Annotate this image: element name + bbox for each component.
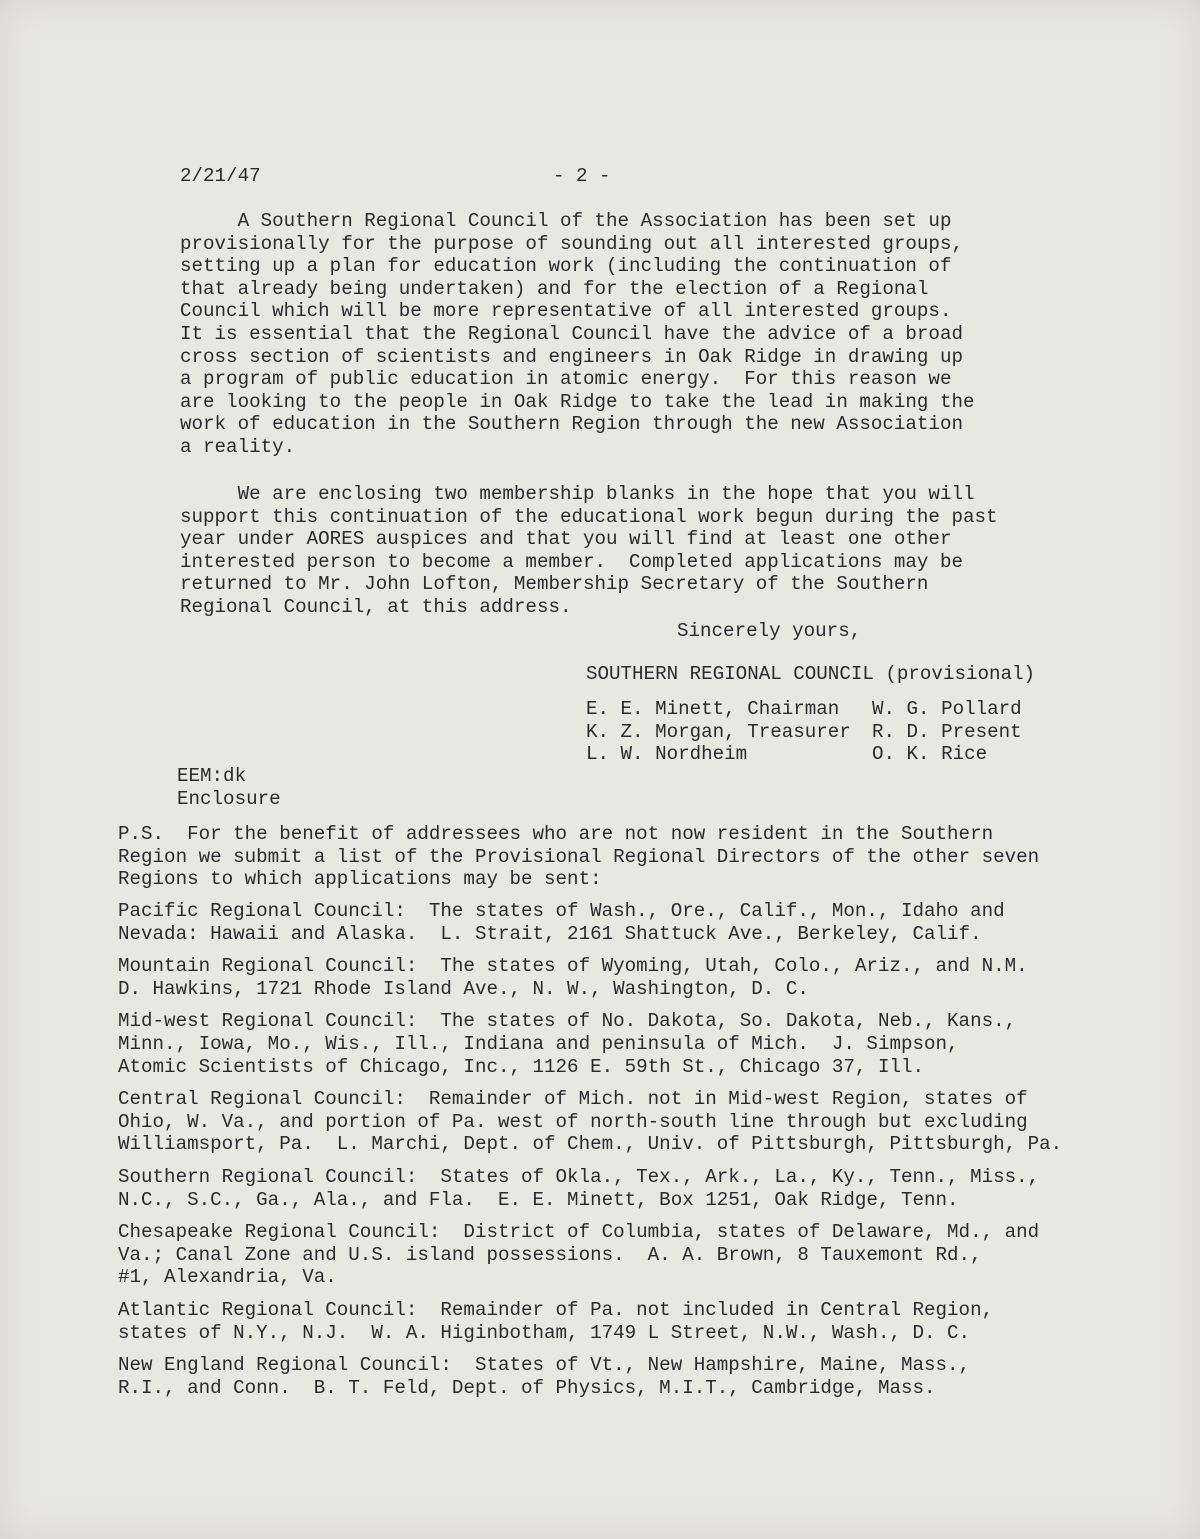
text-line: D. Hawkins, 1721 Rhode Island Ave., N. W., Washington, D. C. [118, 977, 809, 1000]
region-southern [118, 1166, 1062, 1211]
text-line: are looking to the people in Oak Ridge to take the lead in making the [180, 390, 975, 413]
text-line: a reality. [180, 435, 296, 458]
text-line: that already being undertaken) and for the election of a Regional [180, 277, 929, 300]
signatories-right [872, 698, 1022, 766]
text-line: #1, Alexandria, Va. [118, 1266, 337, 1289]
text-line: Mountain Regional Council: The states of Wyoming, Utah, Colo., Ariz., and N.M. [118, 955, 1028, 978]
postscript [118, 823, 1039, 891]
closing: Sincerely yours, [677, 620, 862, 642]
text-line: Atlantic Regional Council: Remainder of Pa. not included in Central Region, [118, 1298, 994, 1321]
text-line: provisionally for the purpose of sounding out all interested groups, [180, 232, 963, 255]
text-line: Ohio, W. Va., and portion of Pa. west of north-south line through but excluding [118, 1110, 1028, 1133]
text-line: setting up a plan for education work (including the continuation of [180, 255, 952, 278]
text-line: Region we submit a list of the Provisional Regional Directors of the other seven [118, 845, 1040, 868]
text-line: returned to Mr. John Lofton, Membership Secretary of the Southern [180, 573, 929, 596]
text-line: New England Regional Council: States of Vt., New Hampshire, Maine, Mass., [118, 1354, 971, 1377]
text-line: Nevada: Hawaii and Alaska. L. Strait, 2161 Shattuck Ave., Berkeley, Calif. [118, 922, 982, 945]
signatory: K. Z. Morgan, Treasurer [586, 720, 851, 743]
text-line: Regions to which applications may be sent: [118, 868, 602, 891]
regional-councils-list [118, 900, 1062, 1409]
text-line: interested person to become a member. Completed applications may be [180, 550, 963, 573]
body-paragraph-1 [180, 210, 975, 459]
signatories-left [586, 698, 851, 766]
region-new-england [118, 1354, 1062, 1399]
text-line: Pacific Regional Council: The states of Wash., Ore., Calif., Mon., Idaho and [118, 900, 1005, 922]
text-line: We are enclosing two membership blanks in the hope that you will [180, 483, 975, 505]
text-line: Mid-west Regional Council: The states of No. Dakota, So. Dakota, Neb., Kans., [118, 1010, 1017, 1033]
enclosure-note: Enclosure [177, 787, 281, 810]
page-number: - 2 - [553, 165, 611, 187]
text-line: Minn., Iowa, Mo., Wis., Ill., Indiana and peninsula of Mich. J. Simpson, [118, 1032, 959, 1055]
text-line: Chesapeake Regional Council: District of Columbia, states of Delaware, Md., and [118, 1221, 1040, 1244]
region-mid-west [118, 1010, 1062, 1078]
signatory: R. D. Present [872, 720, 1022, 743]
text-line: Central Regional Council: Remainder of Mich. not in Mid-west Region, states of [118, 1088, 1028, 1111]
text-line: N.C., S.C., Ga., Ala., and Fla. E. E. Minett, Box 1251, Oak Ridge, Tenn. [118, 1188, 959, 1211]
text-line: support this continuation of the educational work begun during the past [180, 505, 998, 528]
typist-initials: EEM:dk [177, 765, 247, 787]
region-central [118, 1088, 1062, 1156]
letter-date: 2/21/47 [180, 165, 261, 187]
text-line: A Southern Regional Council of the Association has been set up [180, 210, 952, 232]
region-atlantic [118, 1299, 1062, 1344]
text-line: P.S. For the benefit of addressees who are not now resident in the Southern [118, 823, 994, 845]
text-line: states of N.Y., N.J. W. A. Higinbotham, 1749 L Street, N.W., Wash., D. C. [118, 1321, 971, 1344]
text-line: year under AORES auspices and that you will find at least one other [180, 528, 952, 551]
body-paragraph-2 [180, 483, 998, 619]
signatory: O. K. Rice [872, 743, 988, 766]
text-line: R.I., and Conn. B. T. Feld, Dept. of Physics, M.I.T., Cambridge, Mass. [118, 1376, 936, 1399]
signatory: E. E. Minett, Chairman [586, 698, 840, 720]
text-line: It is essential that the Regional Council have the advice of a broad [180, 322, 963, 345]
council-name: SOUTHERN REGIONAL COUNCIL (provisional) [586, 663, 1036, 685]
text-line: Southern Regional Council: States of Okla., Tex., Ark., La., Ky., Tenn., Miss., [118, 1165, 1040, 1188]
region-chesapeake [118, 1221, 1062, 1289]
text-line: a program of public education in atomic energy. For this reason we [180, 368, 952, 391]
region-mountain [118, 955, 1062, 1000]
region-pacific [118, 900, 1062, 945]
text-line: Williamsport, Pa. L. Marchi, Dept. of Chem., Univ. of Pittsburgh, Pittsburgh, Pa. [118, 1133, 1063, 1156]
text-line: cross section of scientists and engineers in Oak Ridge in drawing up [180, 345, 963, 368]
signatory: L. W. Nordheim [586, 743, 748, 766]
text-line: Va.; Canal Zone and U.S. island possessions. A. A. Brown, 8 Tauxemont Rd., [118, 1243, 982, 1266]
text-line: work of education in the Southern Region through the new Association [180, 413, 963, 436]
text-line: Council which will be more representative of all interested groups. [180, 300, 952, 323]
reference-block [177, 765, 281, 810]
text-line: Regional Council, at this address. [180, 595, 572, 618]
text-line: Atomic Scientists of Chicago, Inc., 1126 E. 59th St., Chicago 37, Ill. [118, 1055, 925, 1078]
signatory: W. G. Pollard [872, 698, 1022, 720]
